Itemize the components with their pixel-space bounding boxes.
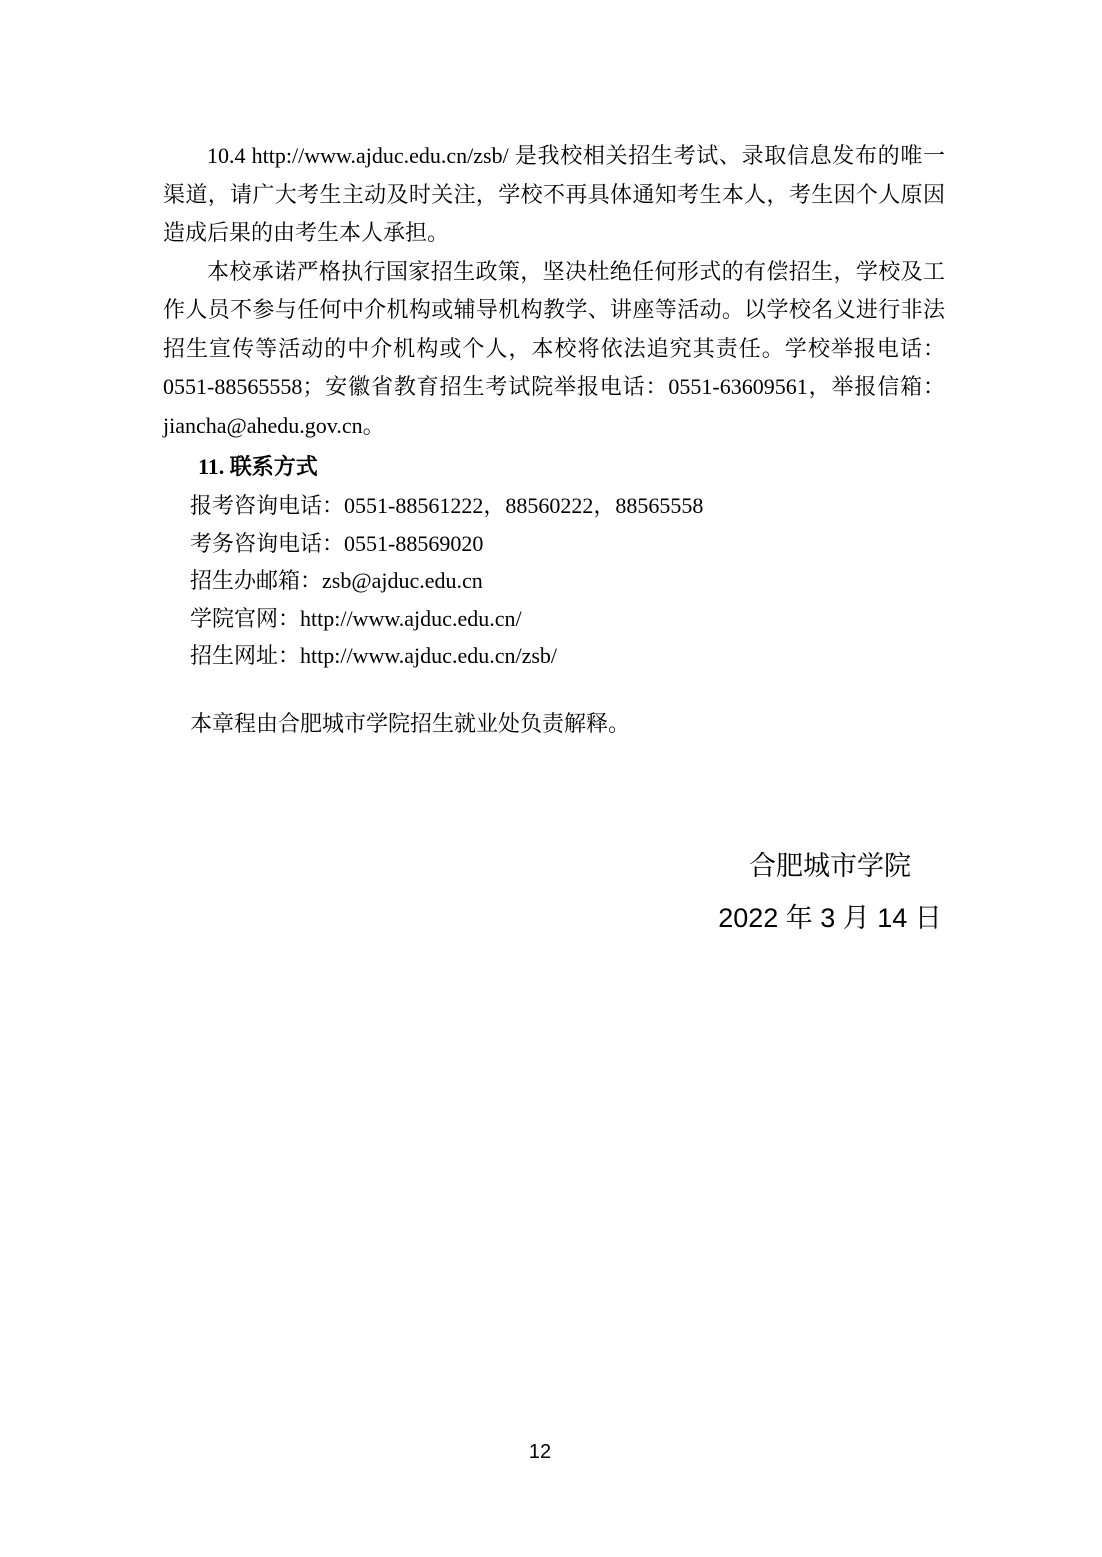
signature-block — [650, 840, 1010, 944]
contact-line-email: 招生办邮箱：zsb@ajduc.edu.cn — [190, 568, 483, 593]
signature-org: 合肥城市学院 — [749, 851, 911, 881]
contact-line-admission-site: 招生网址：http://www.ajduc.edu.cn/zsb/ — [190, 643, 558, 668]
paragraph-10-4: 10.4 http://www.ajduc.edu.cn/zsb/ 是我校相关招生考试、录取信息发布的唯一渠道，请广大考生主动及时关注，学校不再具体通知考生本人，考生因个人原因造成后果的由考生本人承担。 — [163, 143, 945, 245]
signature-date: 2022 年 3 月 14 日 — [718, 903, 942, 933]
paragraph-commitment: 本校承诺严格执行国家招生政策，坚决杜绝任何形式的有偿招生，学校及工作人员不参与任何中介机构或辅导机构教学、讲座等活动。以学校名义进行非法招生宣传等活动的中介机构或个人，本校将依法追究其责任。学校举报电话：0551-88565558；安徽省教育招生考试院举报电话：0551-63609561，举报信箱：jiancha@ahedu.gov.cn。 — [163, 258, 945, 438]
contact-line-official-site: 学院官网：http://www.ajduc.edu.cn/ — [190, 605, 522, 631]
page-number: 12 — [528, 1441, 552, 1463]
closing-note: 本章程由合肥城市学院招生就业处负责解释。 — [190, 710, 631, 736]
contact-line-admission-phone: 报考咨询电话：0551-88561222，88560222，88565558 — [190, 493, 704, 518]
document-body — [163, 137, 945, 743]
contact-line-exam-phone: 考务咨询电话：0551-88569020 — [190, 530, 484, 556]
section-heading-contact: 11. 联系方式 — [198, 454, 318, 479]
